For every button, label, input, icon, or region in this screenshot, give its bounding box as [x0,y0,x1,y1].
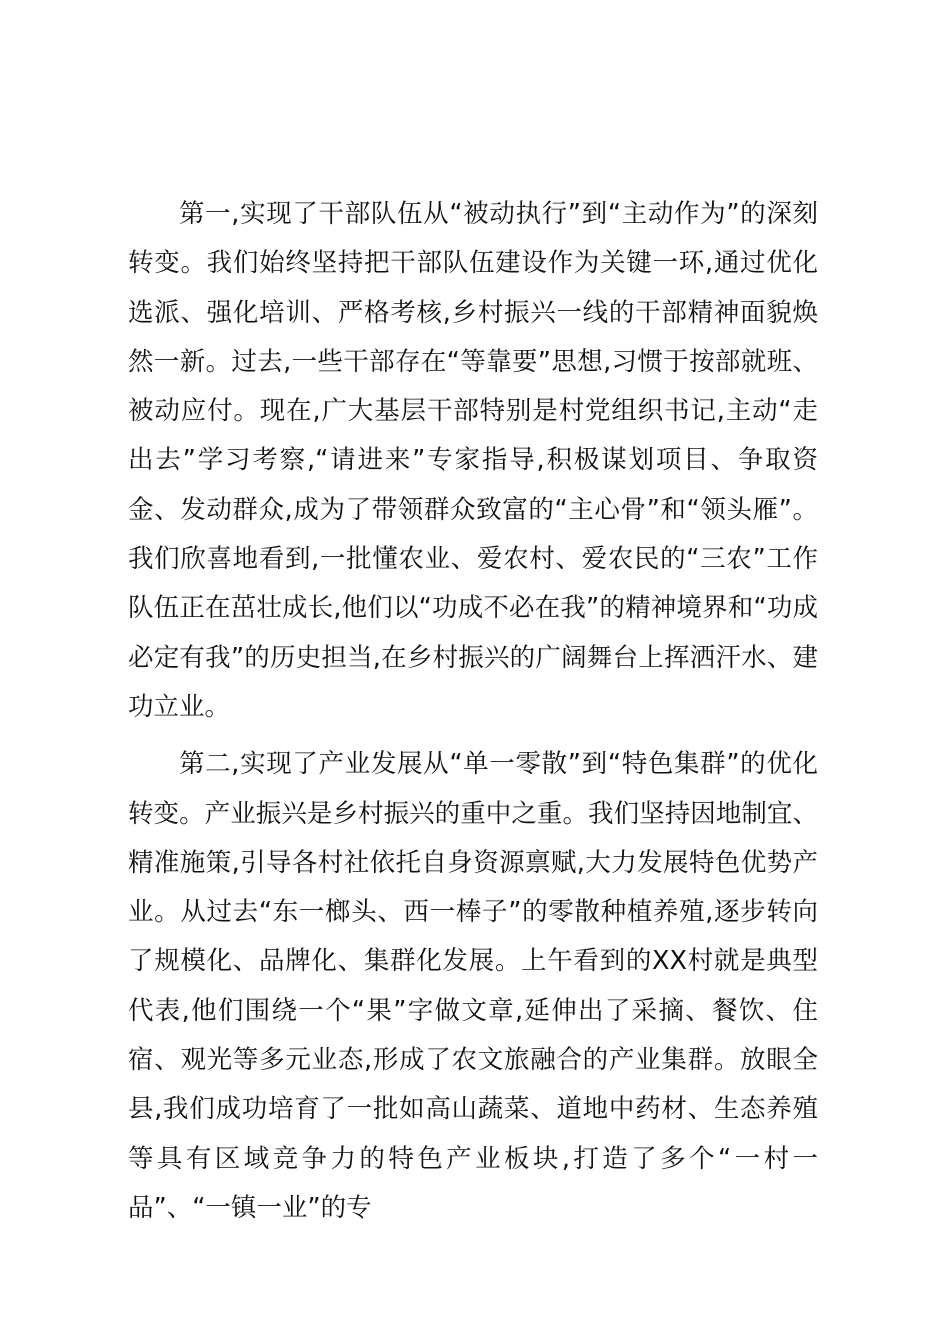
document-body [128,190,818,1233]
paragraph-2: 第二,实现了产业发展从“单一零散”到“特色集群”的优化转变。产业振兴是乡村振兴的重中之重。我们坚持因地制宜、精准施策,引导各村社依托自身资源禀赋,大力发展特色优势产业。从过去“东一榔头、西一棒子”的零散种植养殖,逐步转向了规模化、品牌化、集群化发展。上午看到的XX村就是典型代表,他们围绕一个“果”字做文章,延伸出了采摘、餐饮、住宿、观光等多元业态,形成了农文旅融合的产业集群。放眼全县,我们成功培育了一批如高山蔬菜、道地中药材、生态养殖等具有区域竞争力的特色产业板块,打造了多个“一村一品”、“一镇一业”的专 [128,749,818,1223]
paragraph-1: 第一,实现了干部队伍从“被动执行”到“主动作为”的深刻转变。我们始终坚持把干部队伍建设作为关键一环,通过优化选派、强化培训、严格考核,乡村振兴一线的干部精神面貌焕然一新。过去,一些干部存在“等靠要”思想,习惯于按部就班、被动应付。现在,广大基层干部特别是村党组织书记,主动“走出去”学习考察,“请进来”专家指导,积极谋划项目、争取资金、发动群众,成为了带领群众致富的“主心骨”和“领头雁”。我们欣喜地看到,一批懂农业、爱农村、爱农民的“三农”工作队伍正在茁壮成长,他们以“功成不必在我”的精神境界和“功成必定有我”的历史担当,在乡村振兴的广阔舞台上挥洒汗水、建功立业。 [128,199,818,722]
